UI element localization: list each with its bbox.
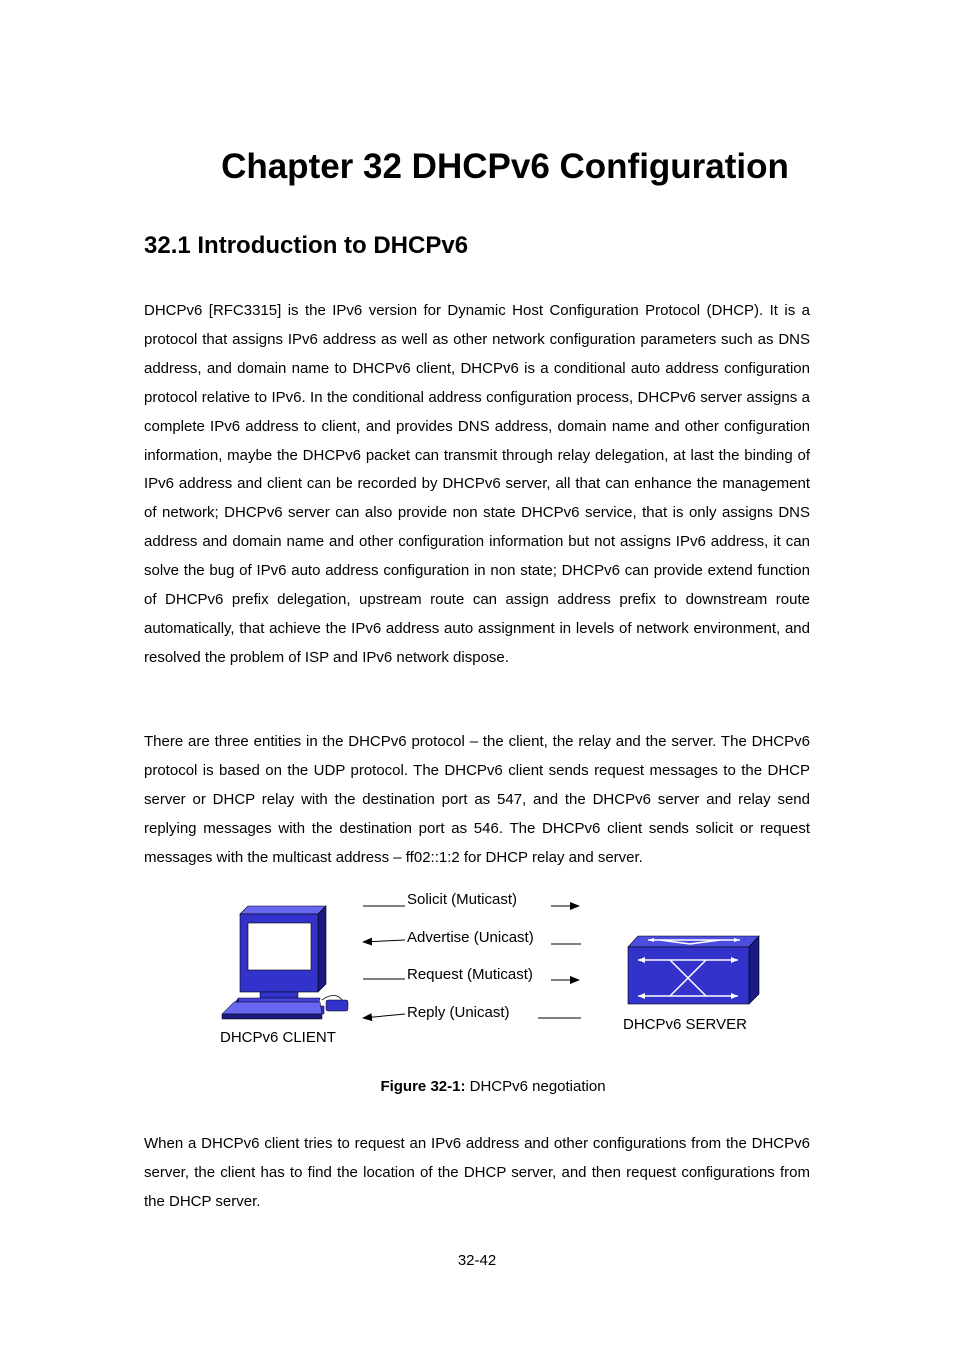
paragraph-intro: DHCPv6 [RFC3315] is the IPv6 version for Dynamic Host Configuration Protocol (DHCP). It is a protocol that assigns IPv6 address as well as other network configuration parameters such as DNS address, and domain name to DHCPv6 client, DHCPv6 is a conditional auto address configuration protocol relative to IPv6. In the conditional address configuration process, DHCPv6 server assigns a complete IPv6 address to client, and provides DNS address, domain name and other configuration information, maybe the DHCPv6 packet can transmit through relay delegation, at last the binding of IPv6 address and client can be recorded by DHCPv6 server, all that can enhance the management of network; DHCPv6 server can also provide non state DHCPv6 service, that is only assigns DNS address and domain name and other configuration information but not assigns IPv6 address, it can solve the bug of IPv6 auto address configuration in non state; DHCPv6 can provide extend function of DHCPv6 prefix delegation, upstream route can assign address prefix to downstream route automatically, that achieve the IPv6 address auto assignment in levels of network environment, and resolved the problem of ISP and IPv6 network dispose. — [144, 302, 810, 666]
request-label: Request (Muticast) — [407, 966, 533, 983]
client-label: DHCPv6 CLIENT — [220, 1029, 336, 1046]
solicit-label: Solicit (Muticast) — [407, 891, 518, 908]
page-number: 32-42 — [457, 1252, 497, 1269]
client-computer-icon — [222, 906, 348, 1019]
dhcpv6-negotiation-figure — [0, 880, 954, 1060]
paragraph-entities: There are three entities in the DHCPv6 protocol – the client, the relay and the server. The DHCPv6 protocol is based on the UDP protocol. The DHCPv6 client sends request messages to the DHCP server or DHCP relay with the destination port as 547, and the DHCPv6 server and relay send replying messages with the destination port as 546. The DHCPv6 client sends solicit or request messages with the multicast address – ff02::1:2 for DHCP relay and server. — [144, 733, 810, 866]
chapter-title: Chapter 32 DHCPv6 Configuration — [221, 147, 789, 186]
advertise-label: Advertise (Unicast) — [407, 929, 534, 946]
figure-caption — [0, 1077, 954, 1097]
caption-prefix: Figure 32-1: — [380, 1078, 466, 1095]
caption-text: DHCPv6 negotiation — [465, 1078, 606, 1095]
reply-label: Reply (Unicast) — [407, 1004, 510, 1021]
section-title: 32.1 Introduction to DHCPv6 — [144, 232, 469, 259]
server-label: DHCPv6 SERVER — [623, 1016, 747, 1033]
server-switch-icon — [628, 936, 759, 1004]
paragraph-discovery: When a DHCPv6 client tries to request an IPv6 address and other configurations from the DHCPv6 server, the client has to find the location of the DHCP server, and then request configurations from the DHCP server. — [144, 1135, 810, 1210]
